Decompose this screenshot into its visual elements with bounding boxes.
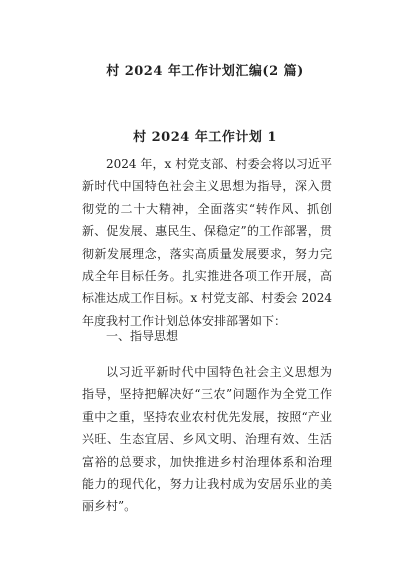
heading-guiding-thought: 一、指导思想 — [106, 329, 179, 343]
document-title: 村 2024 年工作计划汇编(2 篇) — [106, 64, 304, 79]
body-paragraph-1: 2024 年，x 村党支部、村委会将以习近平新时代中国特色社会主义思想为指导，深入贯彻党的二十大精神，全面落实“转作风、抓创新、促发展、惠民生、保稳定”的工作部署，贯彻新发展理念，落实高质量发展要求，努力完成全年目标任务。扎实推进各项工作开展，高标准达成工作目标。x 村党支部、村委会 2024 年度我村工作计划总体安排部署如下： — [82, 157, 332, 328]
section-title: 村 2024 年工作计划 1 — [133, 130, 277, 145]
body-paragraph-2: 以习近平新时代中国特色社会主义思想为指导，坚持把解决好“三农”问题作为全党工作重中之重，坚持农业农村优先发展，按照“产业兴旺、生态宜居、乡风文明、治理有效、生活富裕的总要求，加快推进乡村治理体系和治理能力的现代化，努力让我村成为安居乐业的美丽乡村”。 — [82, 365, 332, 514]
